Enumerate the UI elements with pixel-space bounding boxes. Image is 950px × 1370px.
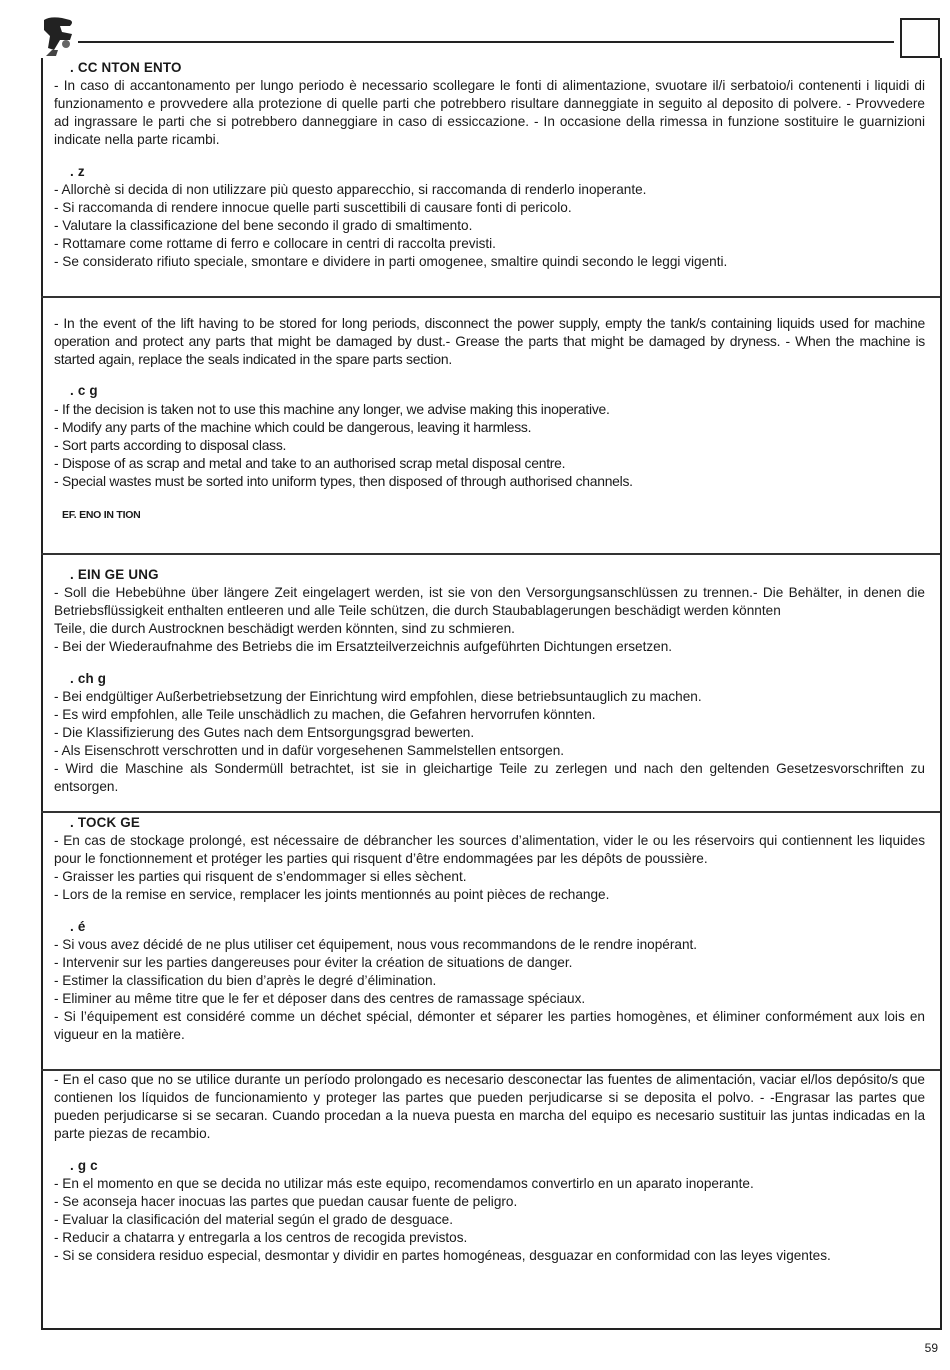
section-heading: . g c [70, 1158, 98, 1173]
section-heading: . CC NTON ENTO [70, 60, 182, 75]
list-item: - Als Eisenschrott verschrotten und in dafür vorgesehenen Sammelstellen entsorgen. [54, 743, 565, 758]
list-item: - Valutare la classificazione del bene secondo il grado di smaltimento. [54, 218, 473, 233]
list-item: - Allorchè si decida di non utilizzare più questo apparecchio, si raccomanda di renderlo inoperante. [54, 182, 647, 197]
section-heading: . c g [70, 383, 98, 398]
list-item: - Se aconseja hacer inocuas las partes que puedan causar fuente de peligro. [54, 1194, 518, 1209]
list-item: - Eliminer au même titre que le fer et déposer dans des centres de ramassage spéciaux. [54, 991, 586, 1006]
list-item: - Evaluar la clasificación del material según el grado de desguace. [54, 1212, 453, 1227]
paragraph: - In the event of the lift having to be stored for long periods, disconnect the power supply, empty the tank/s containing liquids used for machine operation and protect any parts that might be damaged by dust.- Grease the parts that might be damaged by dryness. - When the machine is started again, replace the seals indicated in the spare parts section. [54, 315, 925, 367]
list-item: - Si l’équipement est considéré comme un déchet spécial, démonter et séparer les parties homogènes, et éliminer conformément aux lois en vigueur en la matière. [54, 1009, 925, 1042]
header-rule [78, 41, 894, 43]
section-english [54, 314, 925, 524]
paragraph: - Soll die Hebebühne über längere Zeit eingelagert werden, ist sie von den Versorgungsanschlüssen zu trennen.- Die Behälter, in denen die Betriebsflüssigkeit enthalten entleeren und alle Teile schützen, die durch Staubablagerungen beschädigt werden könnten [54, 585, 925, 618]
paragraph-line: - Bei der Wiederaufnahme des Betriebs die im Ersatzteilverzeichnis aufgeführten Dichtungen ersetzen. [54, 639, 673, 654]
page-number: 59 [924, 1341, 938, 1355]
list-item: - Sort parts according to disposal class. [54, 437, 287, 453]
paragraph-line: Teile, die durch Austrocknen beschädigt werden könnten, sind zu schmieren. [54, 621, 515, 636]
paragraph-line: - Lors de la remise en service, remplacer les joints mentionnés au point pièces de rechange. [54, 887, 610, 902]
list-item: - If the decision is taken not to use this machine any longer, we advise making this inoperative. [54, 401, 610, 417]
paragraph: - En el caso que no se utilice durante un período prolongado es necesario desconectar las fuentes de alimentación, vaciar el/los depósito/s que contienen los líquidos de funcionamiento y proteger las partes que pueden perjudicarse si se deposita el polvo. - -Engrasar las partes que pueden perjudicarse si se secaran. Cuando procedan a la nueva puesta en marcha del equipo es necesario sustituir las juntas indicadas en la parte piezas de recambio. [54, 1072, 925, 1141]
list-item: - Si raccomanda di rendere innocue quelle parti suscettibili di causare fonti di pericolo. [54, 200, 572, 215]
section-french [54, 814, 925, 1044]
brand-logo-icon [40, 14, 80, 58]
list-item: - Modify any parts of the machine which could be dangerous, leaving it harmless. [54, 419, 532, 435]
section-italian [54, 59, 925, 271]
list-item: - Estimer la classification du bien d’après le degré d’élimination. [54, 973, 437, 988]
list-item: - Se considerato rifiuto speciale, smontare e dividere in parti omogenee, smaltire quindi secondo le leggi vigenti. [54, 254, 728, 269]
section-german [54, 566, 925, 796]
list-item: - Es wird empfohlen, alle Teile unschädlich zu machen, die Gefahren hervorrufen könnten. [54, 707, 596, 722]
list-item: - Intervenir sur les parties dangereuses pour éviter la création de situations de danger. [54, 955, 573, 970]
list-item: - Special wastes must be sorted into uniform types, then disposed of through authorised channels. [54, 473, 633, 489]
list-item: - Wird die Maschine als Sondermüll betrachtet, ist sie in gleichartige Teile zu zerlegen und nach den geltenden Gesetzesvorschriften zu entsorgen. [54, 761, 925, 794]
list-item: - Si se considera residuo especial, desmontar y dividir en partes homogéneas, desguazar en conformidad con las leyes vigentes. [54, 1248, 831, 1263]
section-heading: . é [70, 919, 86, 934]
list-item: - Reducir a chatarra y entregarla a los centros de recogida previstos. [54, 1230, 468, 1245]
list-item: - Rottamare come rottame di ferro e collocare in centri di raccolta previsti. [54, 236, 496, 251]
header-corner-box [900, 18, 940, 58]
section-heading: . z [70, 164, 85, 179]
list-item: - En el momento en que se decida no utilizar más este equipo, recomendamos convertirlo en un aparato inoperante. [54, 1176, 754, 1191]
paragraph: - In caso di accantonamento per lungo periodo è necessario scollegare le fonti di alimentazione, svuotare il/i serbatoio/i contenenti i liquidi di funzionamento e provvedere alla protezione di quelle parti che potrebbero risultare danneggiate in seguito al deposito di polvere. - Provvedere ad ingrassare le parti che si potrebbero danneggiare in caso di essiccazione. - In occasione della rimessa in funzione sostituire le guarnizioni indicate nella parte ricambi. [54, 78, 925, 147]
section-heading: . TOCK GE [70, 815, 141, 830]
list-item: - Dispose of as scrap and metal and take to an authorised scrap metal disposal centre. [54, 455, 566, 471]
section-divider [41, 811, 940, 813]
section-heading: . ch g [70, 671, 107, 686]
list-item: - Bei endgültiger Außerbetriebsetzung der Einrichtung wird empfohlen, diese betriebsuntauglich zu machen. [54, 689, 702, 704]
small-heading: EF. ENO IN TION [62, 509, 141, 521]
section-divider [41, 296, 940, 298]
list-item: - Si vous avez décidé de ne plus utiliser cet équipement, nous vous recommandons de le rendre inopérant. [54, 937, 698, 952]
paragraph: - En cas de stockage prolongé, est nécessaire de débrancher les sources d’alimentation, vider le ou les réservoirs qui contiennent les liquides pour le fonctionnement et protéger les parties qui risquent d’être endommagées par les dépôts de poussière. [54, 833, 925, 866]
paragraph-line: - Graisser les parties qui risquent de s’endommager si elles sèchent. [54, 869, 467, 884]
section-divider [41, 553, 940, 555]
section-heading: . EIN GE UNG [70, 567, 159, 582]
section-spanish [54, 1071, 925, 1265]
list-item: - Die Klassifizierung des Gutes nach dem Entsorgungsgrad bewerten. [54, 725, 475, 740]
